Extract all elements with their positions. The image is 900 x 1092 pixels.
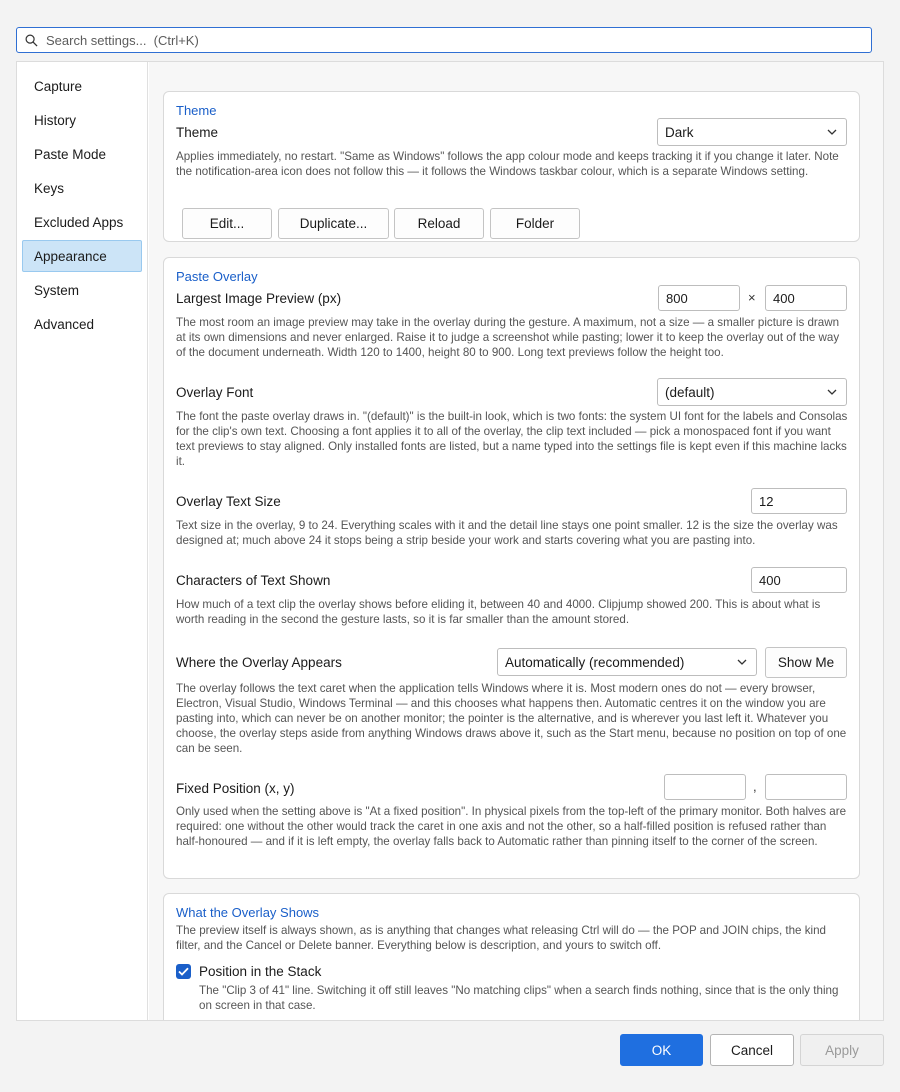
- preview-size-label: Largest Image Preview (px): [176, 291, 342, 306]
- times-separator: ×: [748, 290, 756, 305]
- overlay-font-description: The font the paste overlay draws in. "(default)" is the built-in look, which is two fonts: the system UI font for the labels and Consolas for the clip's own text. Choosing a font applies it to all of the overlay, the clip text included — pick a monospaced font if you want text previews to stay aligned. Only installed fonts are listed, but a name typed into the settings file is kept even if this machine lacks it.: [176, 410, 848, 468]
- overlay-font-label: Overlay Font: [176, 385, 254, 400]
- ok-button[interactable]: OK: [620, 1034, 703, 1066]
- position-in-stack-label[interactable]: Position in the Stack: [199, 964, 322, 979]
- sidebar-item-history[interactable]: History: [34, 112, 77, 128]
- overlay-position-value: Automatically (recommended): [505, 654, 685, 670]
- cancel-button[interactable]: Cancel: [710, 1034, 794, 1066]
- overlay-position-description: The overlay follows the text caret when the application tells Windows where it is. Most modern ones do not — every browser, Electron, Visual Studio, Windows Terminal — and this chooses what happens then. Automatic centres it on the window you are pasting into, which can never be on another monitor; the pointer is the alternative, and is wherever you last left it. Whatever you choose, the overlay steps aside from anything Windows draws above it, such as the Start menu, because no position on top of one can be seen.: [176, 682, 847, 755]
- theme-select-value: Dark: [665, 124, 694, 140]
- sidebar-item-paste-mode[interactable]: Paste Mode: [34, 146, 107, 162]
- sidebar-item-keys[interactable]: Keys: [34, 180, 65, 196]
- preview-width-input[interactable]: 800: [658, 285, 740, 311]
- reload-button[interactable]: Reload: [394, 208, 484, 239]
- chevron-down-icon: [737, 658, 747, 666]
- group-title: Paste Overlay: [176, 269, 258, 284]
- sidebar-item-advanced[interactable]: Advanced: [34, 316, 95, 332]
- characters-shown-description: How much of a text clip the overlay shows before eliding it, between 40 and 4000. Clipjump showed 200. This is about what is worth reading in the second the gesture lasts, so it is far smaller than the amount stored.: [176, 598, 821, 626]
- show-me-button[interactable]: Show Me: [765, 647, 847, 678]
- fixed-y-input[interactable]: [765, 774, 847, 800]
- sidebar: [17, 62, 148, 1020]
- search-box[interactable]: [16, 27, 872, 53]
- sidebar-item-appearance[interactable]: Appearance: [22, 240, 142, 272]
- sidebar-item-capture[interactable]: Capture: [34, 78, 83, 94]
- settings-content[interactable]: [149, 62, 883, 1020]
- preview-size-description: The most room an image preview may take in the overlay during the gesture. A maximum, not a size — a smaller picture is drawn at its own dimensions and never enlarged. Raise it to judge a screenshot while pasting; lower it to keep the overlay out of the way of the document underneath. Width 120 to 1400, height 80 to 900. Long text previews follow the height too.: [176, 316, 840, 359]
- overlay-text-size-description: Text size in the overlay, 9 to 24. Everything scales with it and the detail line stays one point smaller. 12 is the size the overlay was designed at; much above 24 it stops being a strip beside your work and starts covering what you are pasting into.: [176, 519, 838, 547]
- group-title: What the Overlay Shows: [176, 905, 320, 920]
- sidebar-item-system[interactable]: System: [34, 282, 80, 298]
- paste-overlay-group: [163, 257, 860, 879]
- fixed-x-input[interactable]: [664, 774, 746, 800]
- position-in-stack-description: The "Clip 3 of 41" line. Switching it off still leaves "No matching clips" when a search finds nothing, since that is the only thing on screen in that case.: [199, 984, 839, 1012]
- overlay-font-select[interactable]: [657, 378, 847, 406]
- group-title: Theme: [176, 103, 217, 118]
- comma-separator: ,: [753, 779, 757, 794]
- overlay-position-select[interactable]: [497, 648, 757, 676]
- theme-group: [163, 91, 860, 242]
- overlay-text-size-label: Overlay Text Size: [176, 494, 281, 509]
- checkmark-icon: [178, 967, 189, 976]
- overlay-shows-group: [163, 893, 860, 1020]
- fixed-position-description: Only used when the setting above is "At a fixed position". In physical pixels from the top-left of the primary monitor. Both halves are required: one without the other would track the caret in one axis and not the other, so a half-filled position is refused rather than half-honoured — and if it is left empty, the overlay falls back to Automatic rather than pinning itself to the corner of the screen.: [176, 805, 847, 848]
- chevron-down-icon: [827, 128, 837, 136]
- folder-button[interactable]: Folder: [490, 208, 580, 239]
- preview-height-input[interactable]: 400: [765, 285, 847, 311]
- search-icon: [25, 34, 38, 47]
- overlay-text-size-input[interactable]: 12: [751, 488, 847, 514]
- overlay-position-label: Where the Overlay Appears: [176, 655, 342, 670]
- theme-description: Applies immediately, no restart. "Same as Windows" follows the app colour mode and keeps tracking it if you change it later. Note the notification-area icon does not follow this — it follows the Windows taskbar colour, which is a separate Windows setting.: [176, 150, 839, 178]
- theme-select[interactable]: [657, 118, 847, 146]
- fixed-position-label: Fixed Position (x, y): [176, 781, 295, 796]
- settings-frame: [16, 61, 884, 1021]
- position-in-stack-checkbox[interactable]: [176, 964, 191, 979]
- apply-button[interactable]: Apply: [800, 1034, 884, 1066]
- search-input[interactable]: [44, 29, 871, 51]
- characters-shown-label: Characters of Text Shown: [176, 573, 331, 588]
- duplicate-button[interactable]: Duplicate...: [278, 208, 389, 239]
- edit-button[interactable]: Edit...: [182, 208, 272, 239]
- overlay-shows-description: The preview itself is always shown, as is anything that changes what releasing Ctrl will do — the POP and JOIN chips, the kind filter, and the Cancel or Delete banner. Everything below is description, and yours to switch off.: [176, 924, 826, 952]
- theme-label: Theme: [176, 125, 219, 140]
- overlay-font-value: (default): [665, 384, 715, 400]
- characters-shown-input[interactable]: 400: [751, 567, 847, 593]
- sidebar-item-excluded-apps[interactable]: Excluded Apps: [34, 214, 124, 230]
- chevron-down-icon: [827, 388, 837, 396]
